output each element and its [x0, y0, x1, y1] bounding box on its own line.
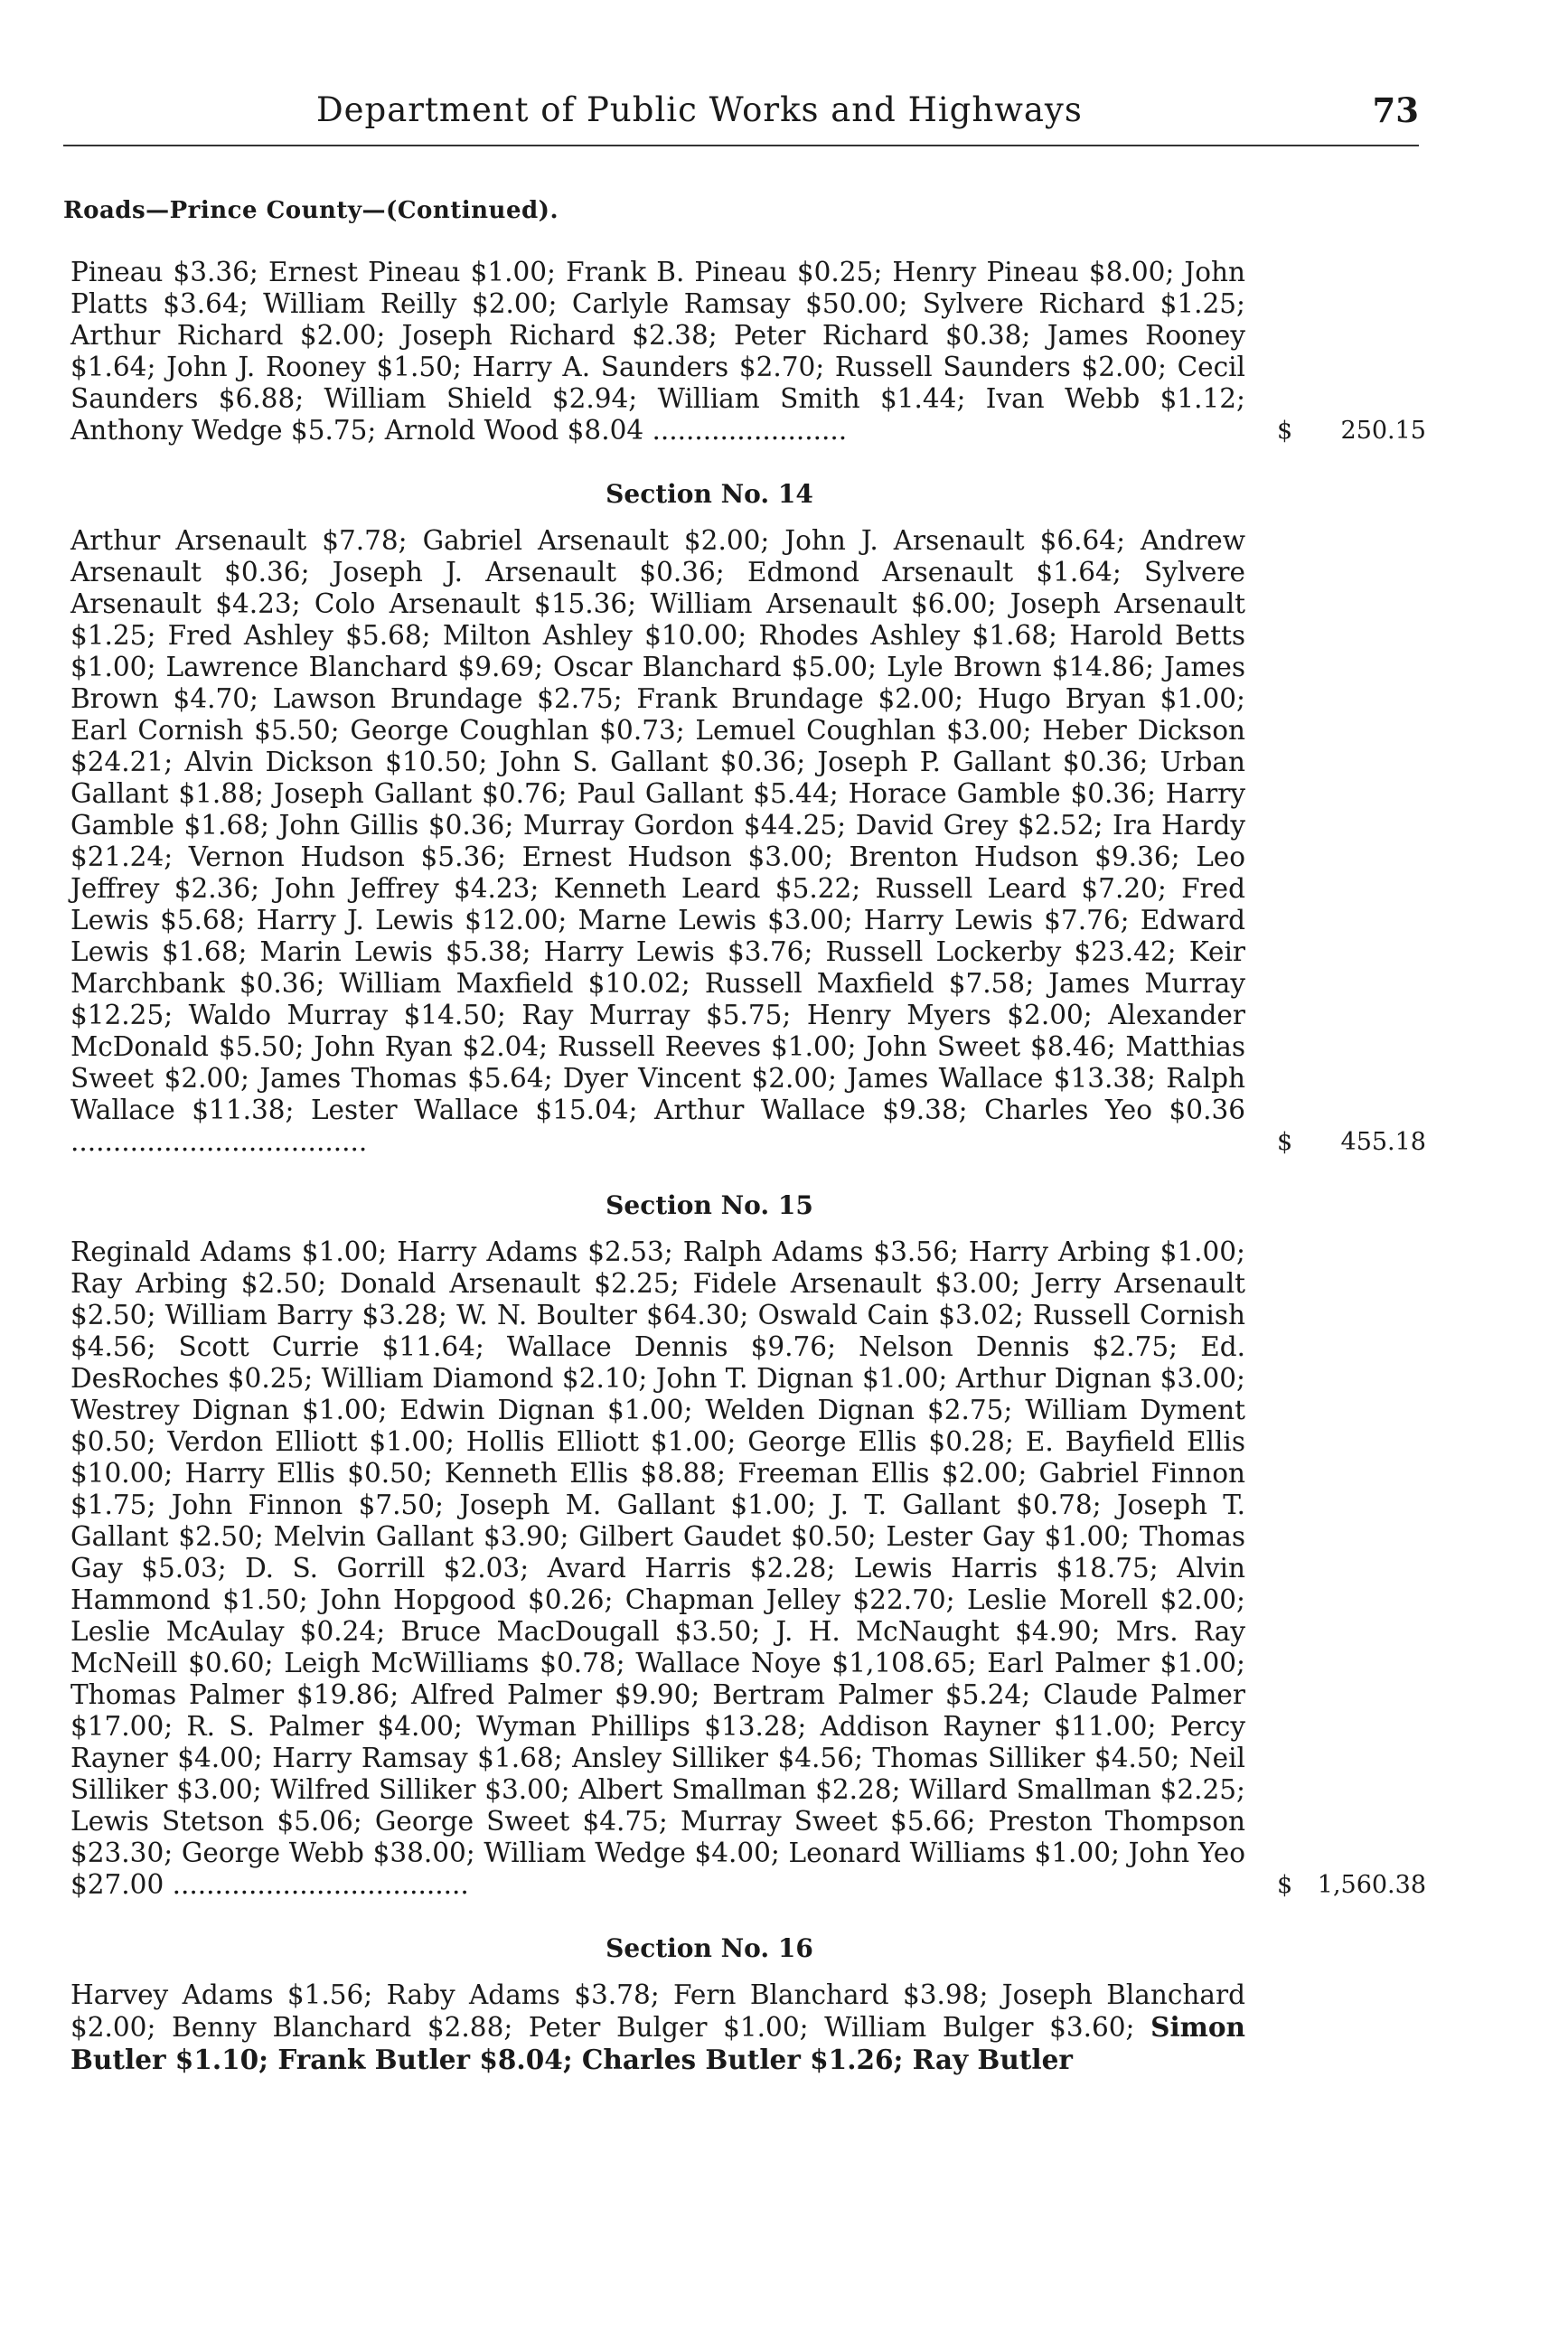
page-number: 73	[1372, 90, 1419, 130]
section-15-heading: Section No. 15	[606, 1190, 813, 1220]
section-16-text: Harvey Adams $1.56; Raby Adams $3.78; Fern Blanchard $3.98; Joseph Blanchard $2.00; Benny Blanchard $2.88; Peter Bulger $1.00; William Bulger $3.60;	[70, 1979, 1245, 2043]
section-15-total: 1,560.38	[1317, 1871, 1426, 1899]
dollar-sign: $	[1277, 1871, 1293, 1899]
section-14-text: Arthur Arsenault $7.78; Gabriel Arsenault $2.00; John J. Arsenault $6.64; Andrew Arsenault $0.36; Joseph J. Arsenault $0.36; Edmond Arsenault $1.64; Sylvere Arsenault $4.23; Colo Arsenault $15.36; William Arsenault $6.00; Joseph Arsenault $1.25; Fred Ashley $5.68; Milton Ashley $10.00; Rhodes Ashley $1.68; Harold Betts $1.00; Lawrence Blanchard $9.69; Oscar Blanchard $5.00; Lyle Brown $14.86; James Brown $4.70; Lawson Brundage $2.75; Frank Brundage $2.00; Hugo Bryan $1.00; Earl Cornish $5.50; George Coughlan $0.73; Lemuel Coughlan $3.00; Heber Dickson $24.21; Alvin Dickson $10.50; John S. Gallant $0.36; Joseph P. Gallant $0.36; Urban Gallant $1.88; Joseph Gallant $0.76; Paul Gallant $5.44; Horace Gamble $0.36; Harry Gamble $1.68; John Gillis $0.36; Murray Gordon $44.25; David Grey $2.52; Ira Hardy $21.24; Vernon Hudson $5.36; Ernest Hudson $3.00; Brenton Hudson $9.36; Leo Jeffrey $2.36; John Jeffrey $4.23; Kenneth Leard $5.22; Russell Leard $7.20; Fred Lewis $5.68; Harry J. Lewis $12.00; Marne Lewis $3.00; Harry Lewis $7.76; Edward Lewis $1.68; Marin Lewis $5.38; Harry Lewis $3.76; Russell Lockerby $23.42; Keir Marchbank $0.36; William Maxfield $10.02; Russell Maxfield $7.58; James Murray $12.25; Waldo Murray $14.50; Ray Murray $5.75; Henry Myers $2.00; Alexander McDonald $5.50; John Ryan $2.04; Russell Reeves $1.00; John Sweet $8.46; Matthias Sweet $2.00; James Thomas $5.64; Dyer Vincent $2.00; James Wallace $13.38; Ralph Wallace $11.38; Lester Wallace $15.04; Arthur Wallace $9.38; Charles Yeo $0.36 ...................................	[70, 525, 1245, 1157]
prince-county-text: Pineau $3.36; Ernest Pineau $1.00; Frank B. Pineau $0.25; Henry Pineau $8.00; John Platts $3.64; William Reilly $2.00; Carlyle Ramsay $50.00; Sylvere Richard $1.25; Arthur Richard $2.00; Joseph Richard $2.38; Peter Richard $0.38; James Rooney $1.64; John J. Rooney $1.50; Harry A. Saunders $2.70; Russell Saunders $2.00; Cecil Saunders $6.88; William Shield $2.94; William Smith $1.44; Ivan Webb $1.12; Anthony Wedge $5.75; Arnold Wood $8.04 .......................	[70, 257, 1245, 446]
section-16-heading: Section No. 16	[606, 1933, 813, 1963]
section-16-entries	[70, 1979, 1245, 2076]
page-header	[63, 81, 1419, 146]
dollar-sign: $	[1277, 1128, 1293, 1156]
document-page	[63, 81, 1426, 2076]
continued-heading: Roads—Prince County—(Continued).	[63, 197, 559, 224]
prince-county-total: 250.15	[1340, 417, 1426, 445]
dollar-sign: $	[1277, 417, 1293, 445]
section-15-text: Reginald Adams $1.00; Harry Adams $2.53; Ralph Adams $3.56; Harry Arbing $1.00; Ray Arbing $2.50; Donald Arsenault $2.25; Fidele Arsenault $3.00; Jerry Arsenault $2.50; William Barry $3.28; W. N. Boulter $64.30; Oswald Cain $3.02; Russell Cornish $4.56; Scott Currie $11.64; Wallace Dennis $9.76; Nelson Dennis $2.75; Ed. DesRoches $0.25; William Diamond $2.10; John T. Dignan $1.00; Arthur Dignan $3.00; Westrey Dignan $1.00; Edwin Dignan $1.00; Welden Dignan $2.75; William Dyment $0.50; Verdon Elliott $1.00; Hollis Elliott $1.00; George Ellis $0.28; E. Bayfield Ellis $10.00; Harry Ellis $0.50; Kenneth Ellis $8.88; Freeman Ellis $2.00; Gabriel Finnon $1.75; John Finnon $7.50; Joseph M. Gallant $1.00; J. T. Gallant $0.78; Joseph T. Gallant $2.50; Melvin Gallant $3.90; Gilbert Gaudet $0.50; Lester Gay $1.00; Thomas Gay $5.03; D. S. Gorrill $2.03; Avard Harris $2.28; Lewis Harris $18.75; Alvin Hammond $1.50; John Hopgood $0.26; Chapman Jelley $22.70; Leslie Morell $2.00; Leslie McAulay $0.24; Bruce MacDougall $3.50; J. H. McNaught $4.90; Mrs. Ray McNeill $0.60; Leigh McWilliams $0.78; Wallace Noye $1,108.65; Earl Palmer $1.00; Thomas Palmer $19.86; Alfred Palmer $9.90; Bertram Palmer $5.24; Claude Palmer $17.00; R. S. Palmer $4.00; Wyman Phillips $13.28; Addison Rayner $11.00; Percy Rayner $4.00; Harry Ramsay $1.68; Ansley Silliker $4.56; Thomas Silliker $4.50; Neil Silliker $3.00; Wilfred Silliker $3.00; Albert Smallman $2.28; Willard Smallman $2.25; Lewis Stetson $5.06; George Sweet $4.75; Murray Sweet $5.66; Preston Thompson $23.30; George Webb $38.00; William Wedge $4.00; Leonard Williams $1.00; John Yeo $27.00 ...................................	[70, 1236, 1245, 1900]
page-title: Department of Public Works and Highways	[316, 90, 1083, 129]
section-14-entries	[70, 525, 1426, 1158]
section-14-total: 455.18	[1340, 1128, 1426, 1156]
section-16-text-bold: Simon Butler $1.10; Frank Butler $8.04; Charles Butler $1.26; Ray Butler	[70, 2011, 1245, 2075]
section-14-heading: Section No. 14	[606, 479, 813, 509]
prince-county-entries	[70, 257, 1426, 446]
section-15-entries	[70, 1236, 1426, 1901]
